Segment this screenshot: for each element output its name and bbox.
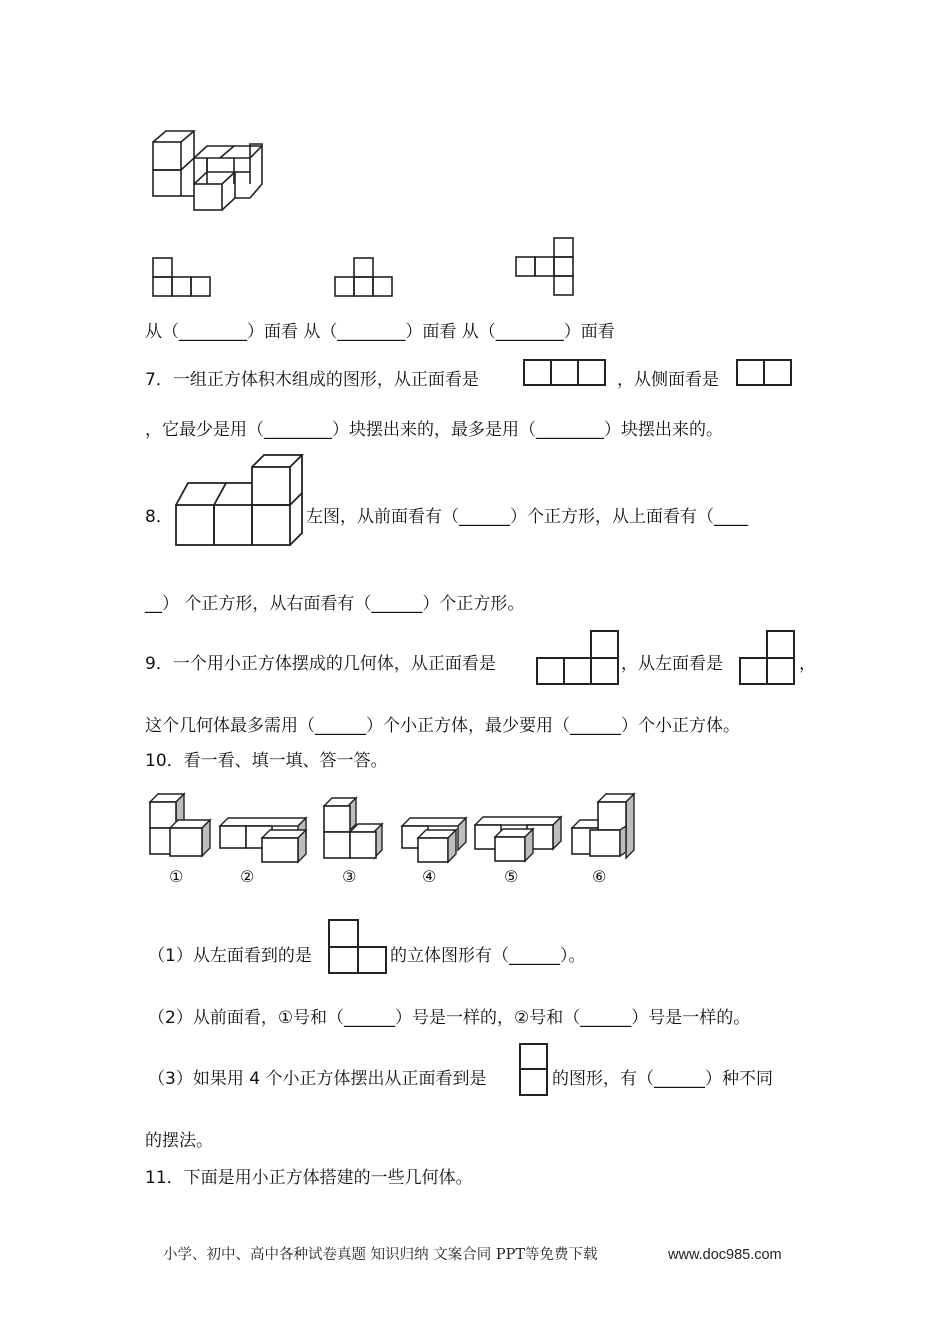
q7-text-1: 7．一组正方体积木组成的图形，从正面看是 bbox=[145, 370, 479, 390]
q10-figure-6 bbox=[570, 792, 638, 864]
q6-view-3 bbox=[515, 237, 577, 297]
q10-sub3-text-b: 的图形，有（______）种不同 bbox=[552, 1069, 773, 1089]
q10-title: 10．看一看、填一填、答一答。 bbox=[145, 751, 388, 771]
q7-text-2: ，从侧面看是 bbox=[617, 370, 719, 390]
q10-sub1-text-a: （1）从左面看到的是 bbox=[148, 946, 312, 966]
footer-url[interactable]: www.doc985.com bbox=[668, 1247, 782, 1263]
q6-view-1 bbox=[152, 257, 212, 297]
q10-sub3-text-a: （3）如果用 4 个小正方体摆出从正面看到是 bbox=[148, 1069, 487, 1089]
q7-text-3: ，它最少是用（________）块摆出来的，最多是用（________）块摆出来的。 bbox=[145, 420, 723, 440]
q10-figure-5 bbox=[473, 815, 565, 863]
q6-view-2 bbox=[334, 257, 394, 297]
q10-label-1: ① bbox=[169, 867, 184, 886]
q10-label-3: ③ bbox=[342, 867, 357, 886]
q10-sub3-shape bbox=[518, 1042, 550, 1098]
q8-line-2: __） 个正方形，从右面看有（______）个正方形。 bbox=[145, 594, 525, 614]
q9-text-1: 9．一个用小正方体摆成的几何体，从正面看是 bbox=[145, 654, 496, 674]
q10-label-2: ② bbox=[240, 867, 255, 886]
q10-figure-4 bbox=[400, 816, 470, 864]
q8-3d-figure bbox=[174, 453, 306, 549]
q10-label-5: ⑤ bbox=[504, 867, 519, 886]
q10-sub2-text: （2）从前面看，①号和（______）号是一样的，②号和（______）号是一样的。 bbox=[148, 1008, 751, 1028]
q10-sub3-text-c: 的摆法。 bbox=[145, 1131, 213, 1151]
q9-text-3: ， bbox=[799, 654, 816, 674]
q6-3d-figure bbox=[150, 128, 270, 218]
q7-side-view bbox=[736, 359, 794, 387]
q9-line-2: 这个几何体最多需用（______）个小正方体，最少要用（______）个小正方体。 bbox=[145, 716, 740, 736]
q9-left-view bbox=[739, 630, 797, 686]
q6-answer-line: 从（________）面看 从（________）面看 从（________）面看 bbox=[145, 322, 615, 342]
q10-sub1-shape bbox=[327, 918, 389, 976]
q9-text-2: ，从左面看是 bbox=[621, 654, 723, 674]
q8-number: 8． bbox=[145, 507, 173, 527]
q10-figure-1 bbox=[148, 792, 214, 862]
q10-label-6: ⑥ bbox=[592, 867, 607, 886]
q10-figure-2 bbox=[218, 816, 310, 864]
q8-line-1: 左图，从前面看有（______）个正方形，从上面看有（____ bbox=[306, 507, 748, 527]
footer-text: 小学、初中、高中各种试卷真题 知识归纳 文案合同 PPT等免费下载 bbox=[163, 1247, 598, 1263]
q10-label-4: ④ bbox=[422, 867, 437, 886]
q7-front-view bbox=[523, 359, 607, 387]
q10-figure-3 bbox=[322, 796, 386, 862]
q9-front-view bbox=[536, 630, 620, 686]
q11-title: 11．下面是用小正方体搭建的一些几何体。 bbox=[145, 1168, 473, 1188]
q10-sub1-text-b: 的立体图形有（______）。 bbox=[390, 946, 586, 966]
